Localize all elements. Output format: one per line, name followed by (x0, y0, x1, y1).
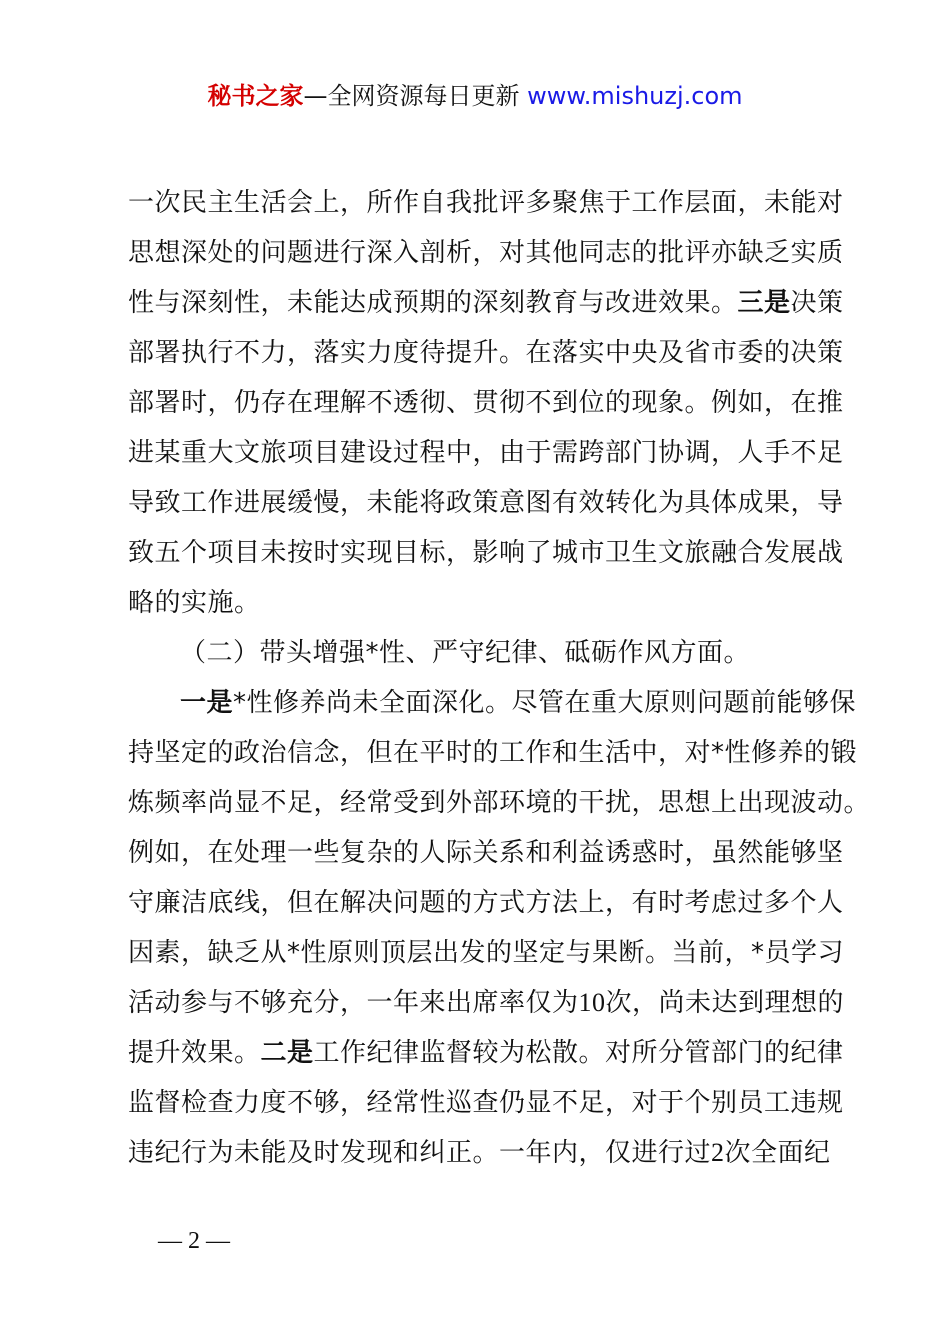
header-tagline: —全网资源每日更新 (303, 82, 520, 110)
text-line: 导致工作进展缓慢，未能将政策意图有效转化为具体成果，导 (128, 488, 844, 518)
text-line: 部署时，仍存在理解不透彻、贯彻不到位的现象。例如，在推 (128, 388, 844, 418)
text-run: 违纪行为未能及时发现和纠正。一年内，仅进行过 (128, 1138, 712, 1168)
text-line: 进某重大文旅项目建设过程中，由于需跨部门协调，人手不足 (128, 438, 844, 468)
text-line (128, 278, 844, 328)
text-run: *性修养尚未全面深化。尽管在重大原则问题前能够保 (233, 688, 857, 718)
section-heading: （二）带头增强*性、严守纪律、砥砺作风方面。 (180, 638, 751, 668)
text-line: 略的实施。 (128, 588, 261, 618)
text-line: 持坚定的政治信念，但在平时的工作和生活中，对*性修养的锻 (128, 738, 858, 768)
text-line: 思想深处的问题进行深入剖析，对其他同志的批评亦缺乏实质 (128, 238, 844, 268)
text-run: 活动参与不够充分，一年来出席率仅为 (128, 988, 579, 1018)
bold-marker: 一是 (180, 688, 234, 718)
text-line: 监督检查力度不够，经常性巡查仍显不足，对于个别员工违规 (128, 1088, 844, 1118)
bold-marker: 三是 (737, 288, 791, 318)
text-line (128, 978, 845, 1028)
text-run: 提升效果。 (128, 1038, 261, 1068)
page-number: — 2 — (158, 1228, 230, 1254)
text-line: 守廉洁底线，但在解决问题的方式方法上，有时考虑过多个人 (128, 888, 844, 918)
text-run: 次全面纪 (724, 1138, 831, 1168)
number-run: 2 (711, 1138, 725, 1167)
text-line: 炼频率尚显不足，经常受到外部环境的干扰，思想上出现波动。 (128, 788, 871, 818)
text-line (128, 678, 857, 728)
text-run: 决策 (790, 288, 844, 318)
bold-marker: 二是 (260, 1038, 314, 1068)
text-line: 部署执行不力，落实力度待提升。在落实中央及省市委的决策 (128, 338, 844, 368)
text-line (128, 1028, 844, 1078)
text-line: 一次民主生活会上，所作自我批评多聚焦于工作层面，未能对 (128, 188, 844, 218)
text-line: 因素，缺乏从*性原则顶层出发的坚定与果断。当前，*员学习 (128, 938, 845, 968)
text-line (128, 1128, 840, 1178)
site-header (0, 78, 950, 114)
text-run: 工作纪律监督较为松散。对所分管部门的纪律 (313, 1038, 844, 1068)
text-line: 致五个项目未按时实现目标，影响了城市卫生文旅融合发展战 (128, 538, 844, 568)
text-run: 次，尚未达到理想的 (605, 988, 845, 1018)
brand-name: 秘书之家 (207, 82, 304, 110)
text-run: 性与深刻性，未能达成预期的深刻教育与改进效果。 (128, 288, 738, 318)
number-run: 10 (578, 988, 606, 1017)
text-line: 例如，在处理一些复杂的人际关系和利益诱惑时，虽然能够坚 (128, 838, 844, 868)
site-url-link[interactable]: www.mishuzj.com (527, 82, 743, 110)
document-body (128, 178, 871, 1178)
